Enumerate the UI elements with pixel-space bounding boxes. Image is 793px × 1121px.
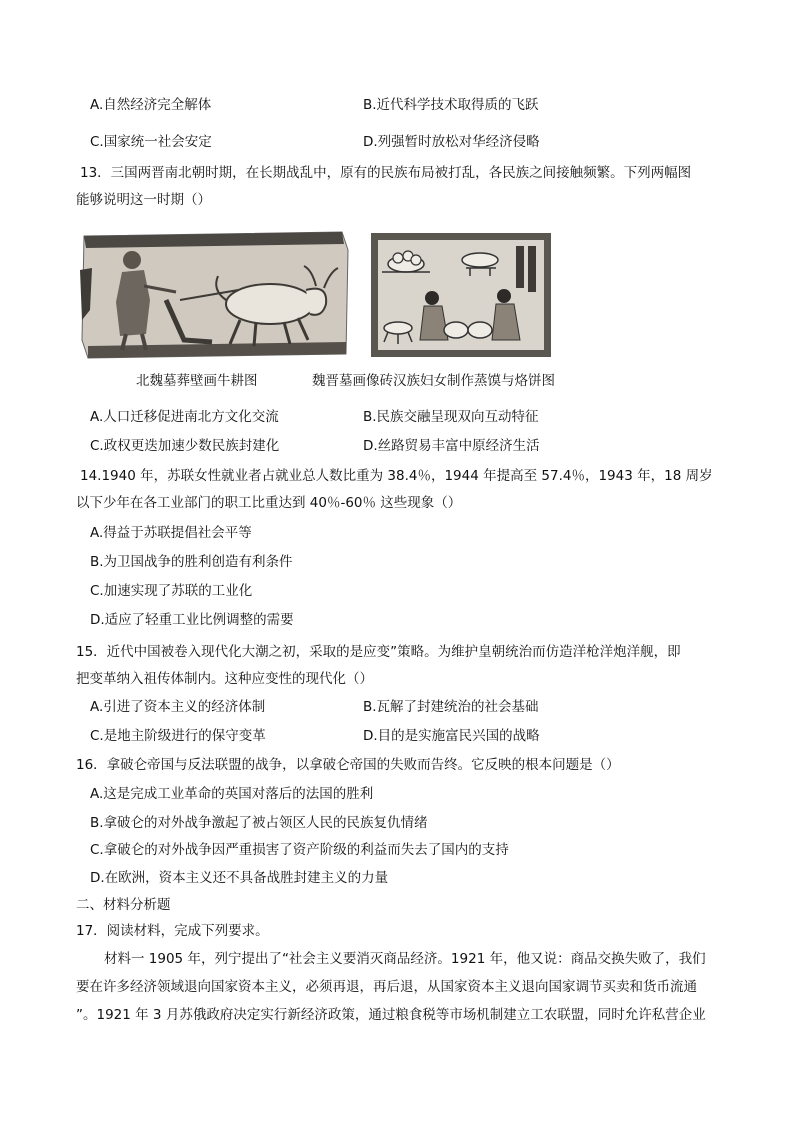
caption-ox-plowing: 北魏墓葬壁画牛耕图	[136, 373, 258, 389]
q13-stem-line2: 能够说明这一时期（）	[76, 192, 211, 208]
caption-women-cooking: 魏晋墓画像砖汉族妇女制作蒸馍与烙饼图	[312, 373, 555, 389]
q14-stem-line2: 以下少年在各工业部门的职工比重达到 40％-60％ 这些现象（）	[76, 495, 462, 511]
q14-option-b: B.为卫国战争的胜利创造有利条件	[90, 554, 293, 570]
q16-option-b: B.拿破仑的对外战争激起了被占领区人民的民族复仇情绪	[90, 815, 428, 831]
q14-option-d: D.适应了轻重工业比例调整的需要	[90, 612, 294, 628]
q17-material-line1: 材料一 1905 年，列宁提出了“社会主义要消灭商品经济。1921 年，他又说：商品交换失败了，我们	[104, 951, 706, 967]
women-cooking-brick-image	[370, 232, 552, 358]
q13-option-c: C.政权更迭加速少数民族封建化	[90, 438, 280, 454]
q13-option-a: A.人口迁移促进南北方文化交流	[90, 409, 279, 425]
q17-material-line3: ”。1921 年 3 月苏俄政府决定实行新经济政策，通过粮食税等市场机制建立工农联盟，同时允许私营企业	[76, 1007, 706, 1023]
q13-option-d: D.丝路贸易丰富中原经济生活	[363, 438, 540, 454]
q14-stem-line1: 14.1940 年，苏联女性就业者占就业总人数比重为 38.4％，1944 年提高至 57.4％，1943 年，18 周岁	[80, 468, 713, 484]
q15-option-d: D.目的是实施富民兴国的战略	[363, 728, 540, 744]
q15-stem-line2: 把变革纳入祖传体制内。这种应变性的现代化（）	[76, 671, 373, 687]
q15-option-b: B.瓦解了封建统治的社会基础	[363, 699, 539, 715]
q15-stem-line1: 15．近代中国被卷入现代化大潮之初，采取的是应变”策略。为维护皇朝统治而仿造洋枪洋炮洋舰，即	[76, 644, 681, 660]
q16-stem: 16．拿破仑帝国与反法联盟的战争，以拿破仑帝国的失败而告终。它反映的根本问题是（）	[76, 757, 620, 773]
q17-stem: 17．阅读材料，完成下列要求。	[76, 923, 269, 939]
q14-option-c: C.加速实现了苏联的工业化	[90, 583, 253, 599]
q13-stem-line1: 13．三国两晋南北朝时期，在长期战乱中，原有的民族布局被打乱，各民族之间接触频繁。下列两幅图	[80, 165, 692, 181]
ox-plowing-mural-image	[80, 230, 350, 360]
q12-option-b: B.近代科学技术取得质的飞跃	[363, 97, 539, 113]
q15-option-c: C.是地主阶级进行的保守变革	[90, 728, 266, 744]
q14-option-a: A.得益于苏联提倡社会平等	[90, 525, 252, 541]
q15-option-a: A.引进了资本主义的经济体制	[90, 699, 266, 715]
q16-option-c: C.拿破仑的对外战争因严重损害了资产阶级的利益而失去了国内的支持	[90, 842, 509, 858]
q16-option-d: D.在欧洲，资本主义还不具备战胜封建主义的力量	[90, 870, 389, 886]
q12-option-a: A.自然经济完全解体	[90, 97, 212, 113]
section-heading: 二、材料分析题	[76, 897, 171, 913]
q16-option-a: A.这是完成工业革命的英国对落后的法国的胜利	[90, 786, 374, 802]
q13-option-b: B.民族交融呈现双向互动特征	[363, 409, 539, 425]
q12-option-d: D.列强暂时放松对华经济侵略	[363, 134, 540, 150]
q17-material-line2: 要在许多经济领域退向国家资本主义，必须再退，再后退，从国家资本主义退向国家调节买卖和货币流通	[76, 979, 697, 995]
q12-option-c: C.国家统一社会安定	[90, 134, 212, 150]
